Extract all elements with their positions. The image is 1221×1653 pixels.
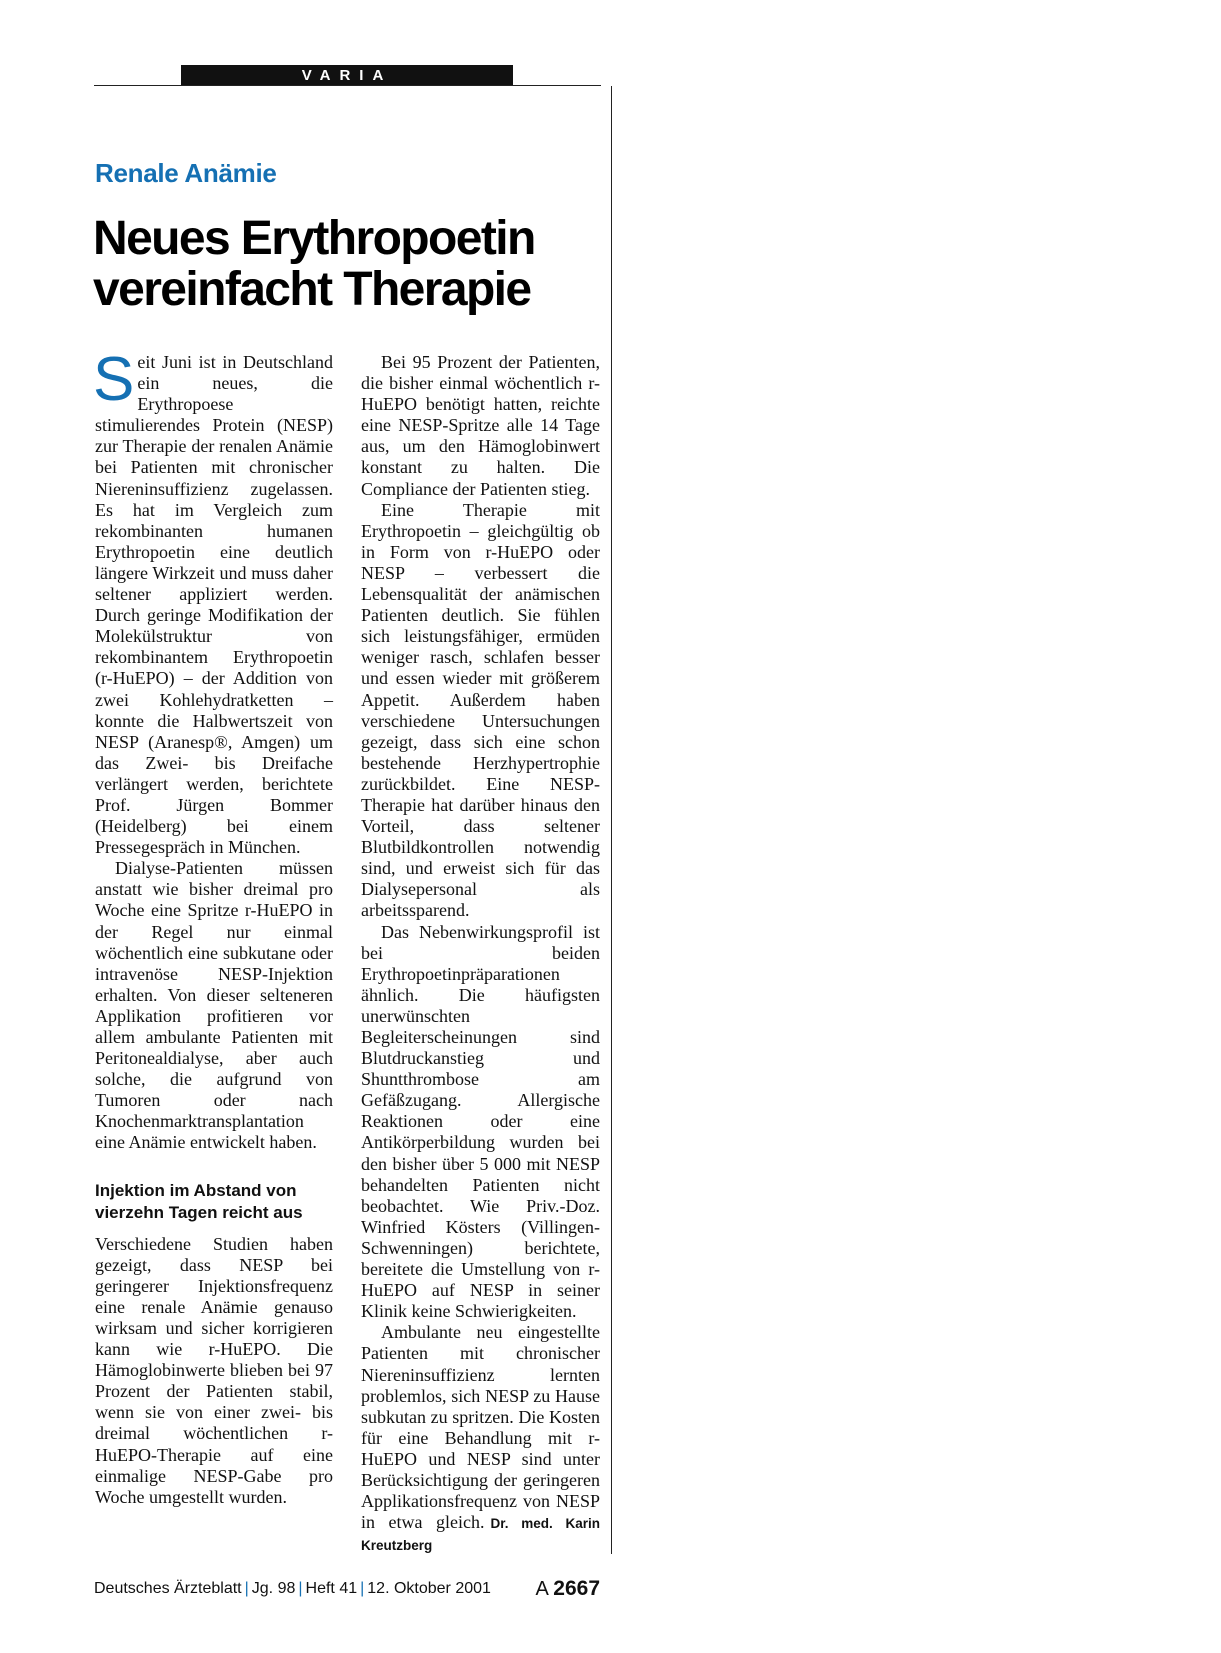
top-rule bbox=[94, 85, 601, 86]
paragraph bbox=[93, 345, 333, 858]
article-headline bbox=[93, 213, 603, 315]
page-number: 2667 bbox=[553, 1577, 600, 1600]
page-footer bbox=[94, 1577, 600, 1600]
subheading: Injektion im Abstand von vierzehn Tagen reicht aus bbox=[95, 1180, 303, 1222]
article-column-1 bbox=[93, 345, 333, 1508]
section-label: VARIA bbox=[181, 65, 513, 86]
journal-volume: Jg. 98 bbox=[251, 1580, 296, 1597]
page-prefix: A bbox=[535, 1578, 548, 1600]
headline-line-1: Neues Erythropoetin bbox=[93, 212, 535, 265]
paragraph: Verschiedene Studien haben gezeigt, dass NESP bei geringerer Injektionsfrequenz eine renale Anämie genauso wirksam und sicher korrigieren kann wie r-HuEPO. Die Hämoglobinwerte blieben bei 97 Prozent der Patienten stabil, wenn sie von einer zwei- bis dreimal wöchentlichen r-HuEPO-Therapie auf eine einmalige NESP-Gabe pro Woche umgestellt wurden. bbox=[95, 1233, 333, 1507]
page-number-box bbox=[535, 1577, 600, 1601]
footer-separator: | bbox=[244, 1580, 249, 1597]
column-rule bbox=[611, 86, 612, 1554]
article-kicker: Renale Anämie bbox=[95, 158, 277, 188]
article-column-2 bbox=[361, 352, 600, 1556]
paragraph: Das Nebenwirkungsprofil ist bei beiden Erythropoetinpräparationen ähnlich. Die häufigsten unerwünschten Begleiterscheinungen sind Blutdruckanstieg und Shuntthrombose am Gefäßzugang. Allergische Reaktionen oder eine Antikörperbildung wurden bei den bisher über 5 000 mit NESP behandelten Patienten nicht beobachtet. Wie Priv.-Doz. Winfried Kösters (Villingen-Schwenningen) berichtete, bereitete die Umstellung von r-HuEPO auf NESP in seiner Klinik keine Schwierigkeiten. bbox=[361, 921, 600, 1322]
drop-cap: S bbox=[93, 345, 135, 414]
headline-line-2: vereinfacht Therapie bbox=[93, 263, 531, 316]
paragraph: Bei 95 Prozent der Patienten, die bisher einmal wöchentlich r-HuEPO benötigt hatten, reichte eine NESP-Spritze alle 14 Tage aus, um den Hämoglobinwert konstant zu halten. Die Compliance der Patienten stieg. bbox=[361, 352, 600, 499]
footer-separator: | bbox=[360, 1580, 365, 1597]
journal-name: Deutsches Ärzteblatt bbox=[94, 1580, 242, 1597]
paragraph bbox=[361, 1322, 600, 1556]
paragraph: Dialyse-Patienten müssen anstatt wie bisher dreimal pro Woche eine Spritze r-HuEPO in der Regel nur einmal wöchentlich eine subkutane oder intravenöse NESP-Injektion erhalten. Von dieser selteneren Applikation profitieren vor allem ambulante Patienten mit Peritonealdialyse, aber auch solche, die aufgrund von Tumoren oder nach Knochenmarktransplantation eine Anämie entwickelt haben. bbox=[95, 858, 333, 1153]
author-byline: Dr. med. Karin Kreutzberg bbox=[361, 1516, 600, 1554]
paragraph: Eine Therapie mit Erythropoetin – gleichgültig ob in Form von r-HuEPO oder NESP – verbessert die Lebensqualität der anämischen Patienten deutlich. Sie fühlen sich leistungsfähiger, ermüden weniger rasch, schlafen besser und essen wieder mit größerem Appetit. Außerdem haben verschiedene Untersuchungen gezeigt, dass sich eine schon bestehende Herzhypertrophie zurückbildet. Eine NESP-Therapie hat darüber hinaus den Vorteil, dass seltener Blutbildkontrollen notwendig sind, und erweist sich für das Dialysepersonal als arbeitssparend. bbox=[361, 499, 600, 921]
paragraph-text: eit Juni ist in Deutschland ein neues, die Erythropoese stimulierendes Protein (NESP) zur Therapie der renalen Anämie bei Patienten mit chronischer Niereninsuffizienz zugelassen. Es hat im Vergleich zum rekombinanten humanen Erythropoetin eine deutlich längere Wirkzeit und muss daher seltener appliziert werden. Durch geringe Modifikation der Molekülstruktur von rekombinantem Erythropoetin (r-HuEPO) – der Addition von zwei Kohlehydratketten – konnte die Halbwertszeit von NESP (Aranesp®, Amgen) um das Zwei- bis Dreifache verlängert werden, berichtete Prof. Jürgen Bommer (Heidelberg) bei einem Pressegespräch in München. bbox=[95, 352, 333, 858]
footer-separator: | bbox=[298, 1580, 303, 1597]
journal-issue: Heft 41 bbox=[305, 1580, 358, 1597]
issue-date: 12. Oktober 2001 bbox=[367, 1580, 491, 1597]
paragraph-text: Ambulante neu eingestellte Patienten mit chronischer Niereninsuffizienz lernten problemlos, sich NESP zu Hause subkutan zu spritzen. Die Kosten für eine Behandlung mit r-HuEPO und NESP sind unter Berücksichtigung der geringeren Applikationsfrequenz von NESP in etwa gleich. bbox=[361, 1322, 600, 1533]
